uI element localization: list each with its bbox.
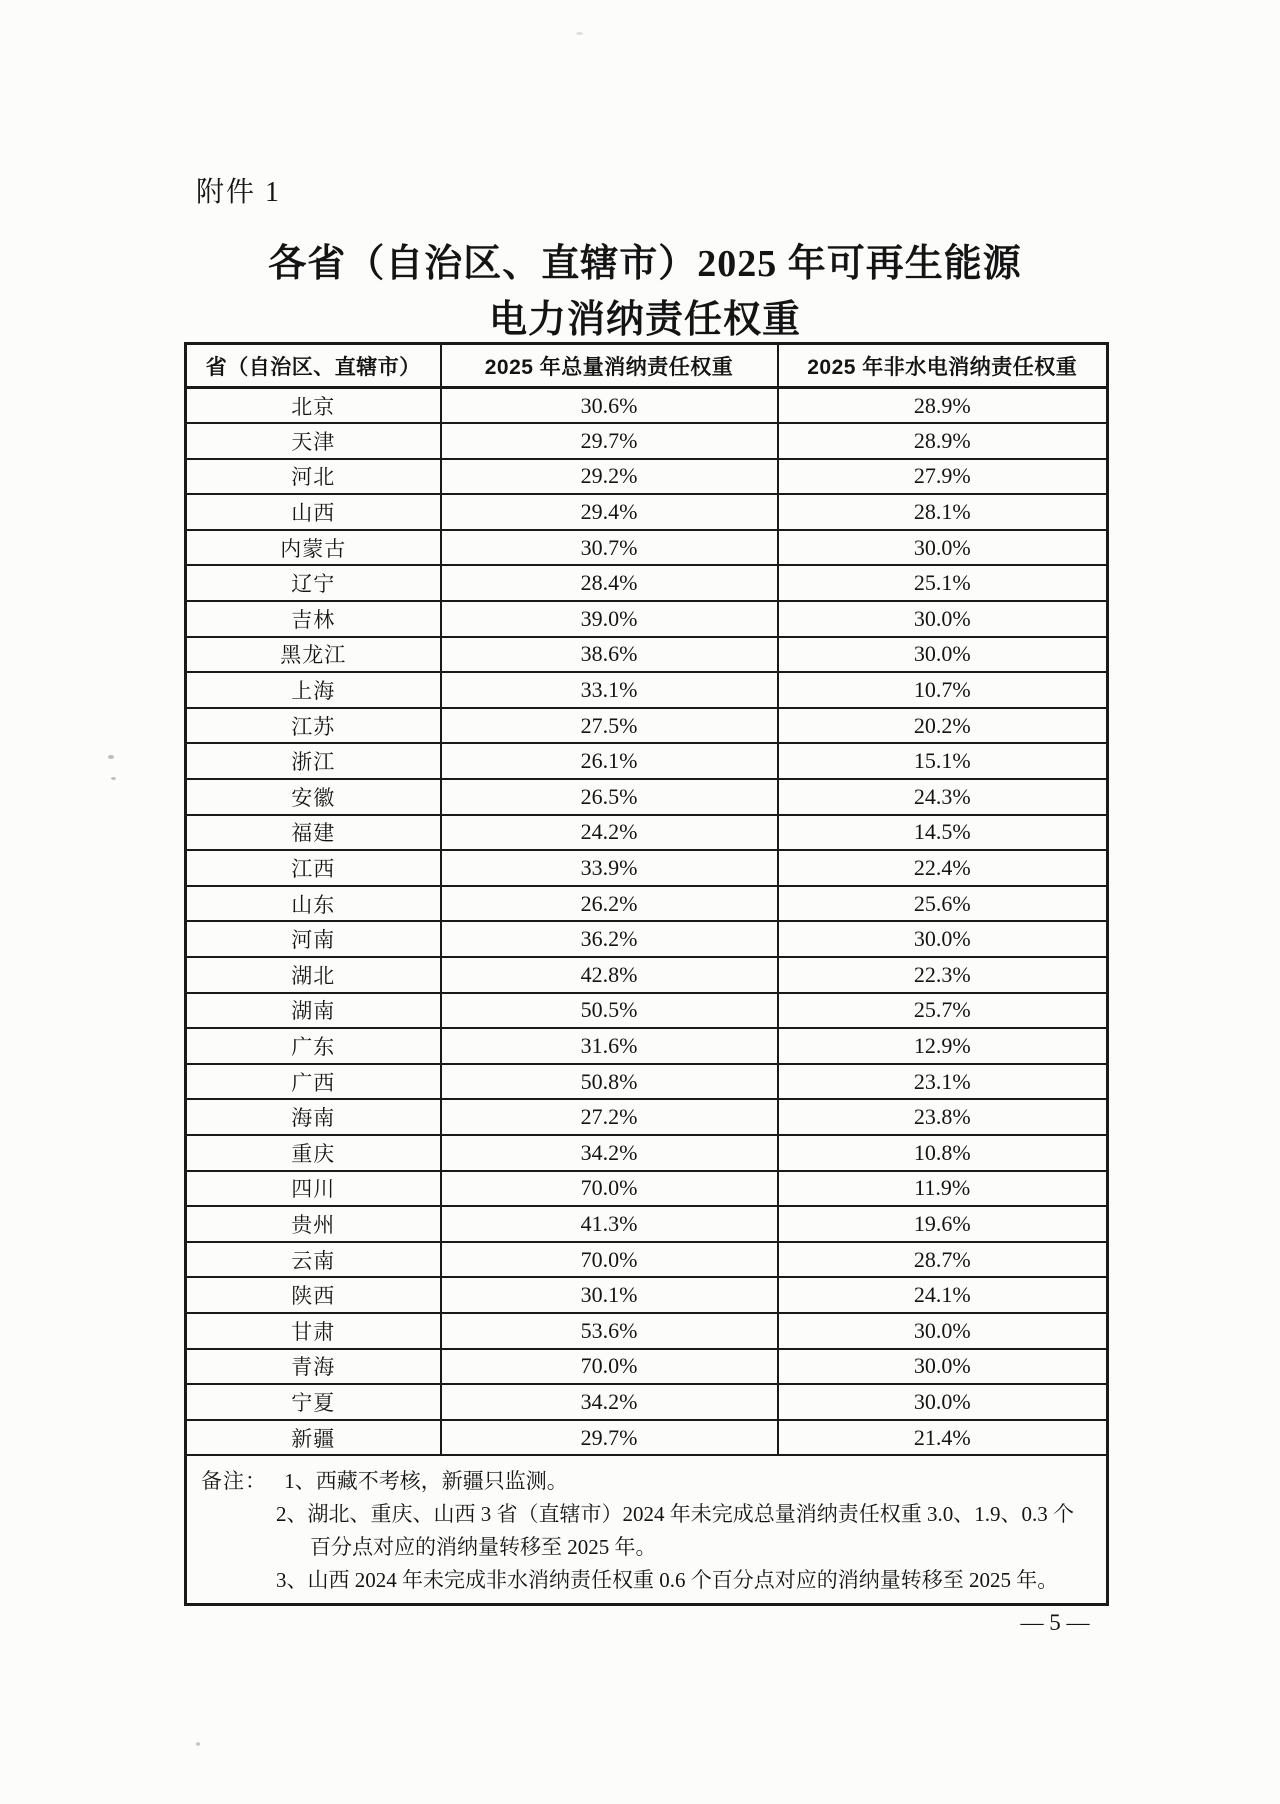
header-cell-total-weight: 2025 年总量消纳责任权重 [441,344,778,388]
table-row [186,779,1108,815]
page-number: — 5 — [1020,1610,1090,1635]
total-weight-cell: 26.5% [441,779,778,815]
table-row [186,1313,1108,1349]
total-weight-cell: 50.8% [441,1064,778,1100]
total-weight-cell: 28.4% [441,565,778,601]
nonhydro-weight-cell: 30.0% [778,601,1108,637]
nonhydro-weight-cell: 30.0% [778,1313,1108,1349]
total-weight-cell: 50.5% [441,993,778,1029]
province-cell: 宁夏 [186,1384,441,1420]
total-weight-cell: 29.2% [441,459,778,495]
table-row [186,1349,1108,1385]
table-row [186,565,1108,601]
nonhydro-weight-cell: 28.9% [778,423,1108,459]
table-row [186,1028,1108,1064]
province-cell: 河北 [186,459,441,495]
province-cell: 新疆 [186,1420,441,1456]
nonhydro-weight-cell: 30.0% [778,1349,1108,1385]
table-row [186,1384,1108,1420]
total-weight-cell: 39.0% [441,601,778,637]
table-row [186,815,1108,851]
table-row [186,672,1108,708]
total-weight-cell: 29.7% [441,1420,778,1456]
province-cell: 山西 [186,494,441,530]
total-weight-cell: 29.7% [441,423,778,459]
total-weight-cell: 34.2% [441,1135,778,1171]
nonhydro-weight-cell: 27.9% [778,459,1108,495]
scan-speck [111,777,116,780]
notes-cell [186,1455,1108,1605]
title-line-2: 电力消纳责任权重 [488,299,801,341]
nonhydro-weight-cell: 12.9% [778,1028,1108,1064]
province-cell: 四川 [186,1171,441,1207]
table-row [186,459,1108,495]
table-row [186,530,1108,566]
total-weight-cell: 29.4% [441,494,778,530]
province-cell: 辽宁 [186,565,441,601]
nonhydro-weight-cell: 25.1% [778,565,1108,601]
total-weight-cell: 27.2% [441,1099,778,1135]
table-row [186,1242,1108,1278]
total-weight-cell: 36.2% [441,921,778,957]
notes-row [186,1455,1108,1605]
province-cell: 天津 [186,423,441,459]
province-cell: 云南 [186,1242,441,1278]
total-weight-cell: 34.2% [441,1384,778,1420]
nonhydro-weight-cell: 23.8% [778,1099,1108,1135]
total-weight-cell: 53.6% [441,1313,778,1349]
title-line-1: 各省（自治区、直辖市）2025 年可再生能源 [268,243,1022,285]
table-body [186,388,1108,1456]
scan-speck [576,32,583,35]
nonhydro-weight-cell: 28.1% [778,494,1108,530]
province-cell: 湖北 [186,957,441,993]
province-cell: 江苏 [186,708,441,744]
nonhydro-weight-cell: 22.3% [778,957,1108,993]
province-cell: 甘肃 [186,1313,441,1349]
table-row [186,494,1108,530]
total-weight-cell: 70.0% [441,1171,778,1207]
table-row [186,423,1108,459]
nonhydro-weight-cell: 25.6% [778,886,1108,922]
province-cell: 浙江 [186,743,441,779]
nonhydro-weight-cell: 14.5% [778,815,1108,851]
table-row [186,601,1108,637]
table-row [186,388,1108,424]
table-row [186,1206,1108,1242]
province-cell: 山东 [186,886,441,922]
nonhydro-weight-cell: 20.2% [778,708,1108,744]
province-cell: 江西 [186,850,441,886]
nonhydro-weight-cell: 10.7% [778,672,1108,708]
total-weight-cell: 24.2% [441,815,778,851]
province-cell: 河南 [186,921,441,957]
table-row [186,1277,1108,1313]
attachment-label: 附件 1 [196,177,282,208]
table-row [186,1064,1108,1100]
nonhydro-weight-cell: 30.0% [778,1384,1108,1420]
table-row [186,743,1108,779]
nonhydro-weight-cell: 28.7% [778,1242,1108,1278]
nonhydro-weight-cell: 30.0% [778,637,1108,673]
total-weight-cell: 26.1% [441,743,778,779]
table-row [186,993,1108,1029]
nonhydro-weight-cell: 21.4% [778,1420,1108,1456]
nonhydro-weight-cell: 23.1% [778,1064,1108,1100]
header-cell-province: 省（自治区、直辖市） [186,344,441,388]
province-cell: 贵州 [186,1206,441,1242]
note-item: 3、山西 2024 年未完成非水消纳责任权重 0.6 个百分点对应的消纳量转移至 2025 年。 [276,1568,1059,1593]
document-title [184,236,1106,348]
total-weight-cell: 41.3% [441,1206,778,1242]
province-cell: 安徽 [186,779,441,815]
nonhydro-weight-cell: 19.6% [778,1206,1108,1242]
total-weight-cell: 30.6% [441,388,778,424]
total-weight-cell: 33.9% [441,850,778,886]
nonhydro-weight-cell: 11.9% [778,1171,1108,1207]
total-weight-cell: 31.6% [441,1028,778,1064]
province-cell: 福建 [186,815,441,851]
nonhydro-weight-cell: 25.7% [778,993,1108,1029]
table-row [186,637,1108,673]
note-item: 2、湖北、重庆、山西 3 省（直辖市）2024 年未完成总量消纳责任权重 3.0、1.9、0.3 个百分点对应的消纳量转移至 2025 年。 [276,1502,1074,1560]
province-cell: 陕西 [186,1277,441,1313]
nonhydro-weight-cell: 15.1% [778,743,1108,779]
province-cell: 内蒙古 [186,530,441,566]
province-cell: 重庆 [186,1135,441,1171]
nonhydro-weight-cell: 24.1% [778,1277,1108,1313]
province-cell: 青海 [186,1349,441,1385]
note-line-1 [201,1465,1092,1498]
table-row [186,708,1108,744]
nonhydro-weight-cell: 24.3% [778,779,1108,815]
nonhydro-weight-cell: 22.4% [778,850,1108,886]
nonhydro-weight-cell: 30.0% [778,530,1108,566]
nonhydro-weight-cell: 10.8% [778,1135,1108,1171]
province-cell: 黑龙江 [186,637,441,673]
table-row [186,1171,1108,1207]
notes-label: 备注： [201,1469,267,1494]
province-cell: 湖南 [186,993,441,1029]
total-weight-cell: 27.5% [441,708,778,744]
table-row [186,850,1108,886]
total-weight-cell: 38.6% [441,637,778,673]
total-weight-cell: 70.0% [441,1242,778,1278]
province-cell: 上海 [186,672,441,708]
table-row [186,1420,1108,1456]
table-row [186,957,1108,993]
scan-speck [108,755,114,759]
total-weight-cell: 30.1% [441,1277,778,1313]
table-header-row [186,344,1108,388]
province-cell: 广西 [186,1064,441,1100]
total-weight-cell: 42.8% [441,957,778,993]
total-weight-cell: 33.1% [441,672,778,708]
table-row [186,1099,1108,1135]
weights-table [184,342,1109,1606]
province-cell: 北京 [186,388,441,424]
nonhydro-weight-cell: 30.0% [778,921,1108,957]
header-cell-nonhydro-weight: 2025 年非水电消纳责任权重 [778,344,1108,388]
province-cell: 海南 [186,1099,441,1135]
total-weight-cell: 70.0% [441,1349,778,1385]
province-cell: 吉林 [186,601,441,637]
nonhydro-weight-cell: 28.9% [778,388,1108,424]
total-weight-cell: 30.7% [441,530,778,566]
scan-speck [196,1742,200,1746]
note-item: 1、西藏不考核，新疆只监测。 [284,1469,568,1494]
table-row [186,886,1108,922]
total-weight-cell: 26.2% [441,886,778,922]
table-row [186,921,1108,957]
province-cell: 广东 [186,1028,441,1064]
table-row [186,1135,1108,1171]
